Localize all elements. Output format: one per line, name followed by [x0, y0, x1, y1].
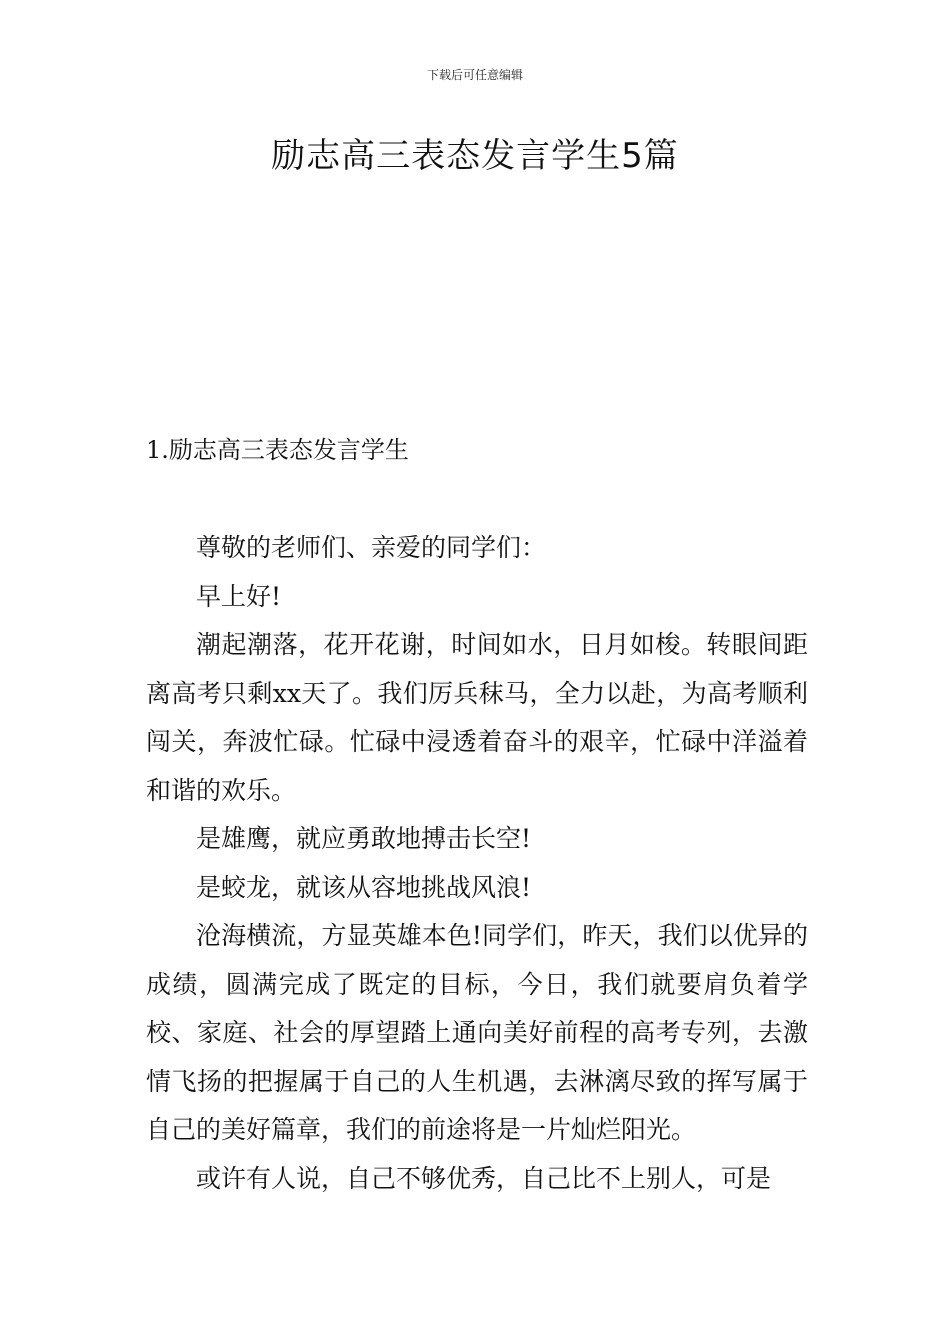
paragraph-greeting: 早上好!: [196, 581, 282, 611]
header-note: 下载后可任意编辑: [426, 68, 523, 82]
body-text: [146, 524, 808, 1203]
paragraph: 是蛟龙，就该从容地挑战风浪!: [196, 872, 532, 902]
document-title: 励志高三表态发言学生5篇: [271, 136, 679, 176]
paragraph: 是雄鹰，就应勇敢地搏击长空!: [196, 824, 532, 853]
paragraph: 沧海横流，方显英雄本色!同学们，昨天，我们以优异的成绩，圆满完成了既定的目标，今日，我们就要肩负着学校、家庭、社会的厚望踏上通向美好前程的高考专列，去激情飞扬的把握属于自己的人生机遇，去淋漓尽致的挥写属于自己的美好篇章，我们的前途将是一片灿烂阳光。: [146, 921, 808, 1144]
paragraph: 或许有人说，自己不够优秀，自己比不上别人，可是: [196, 1163, 772, 1193]
paragraph: 潮起潮落，花开花谢，时间如水，日月如梭。转眼间距离高考只剩xx天了。我们厉兵秣马，全力以赴，为高考顺利闯关，奔波忙碌。忙碌中浸透着奋斗的艰辛，忙碌中洋溢着和谐的欢乐。: [146, 630, 808, 805]
paragraph-salutation: 尊敬的老师们、亲爱的同学们：: [196, 533, 547, 562]
section-heading: 1.励志高三表态发言学生: [146, 436, 409, 464]
